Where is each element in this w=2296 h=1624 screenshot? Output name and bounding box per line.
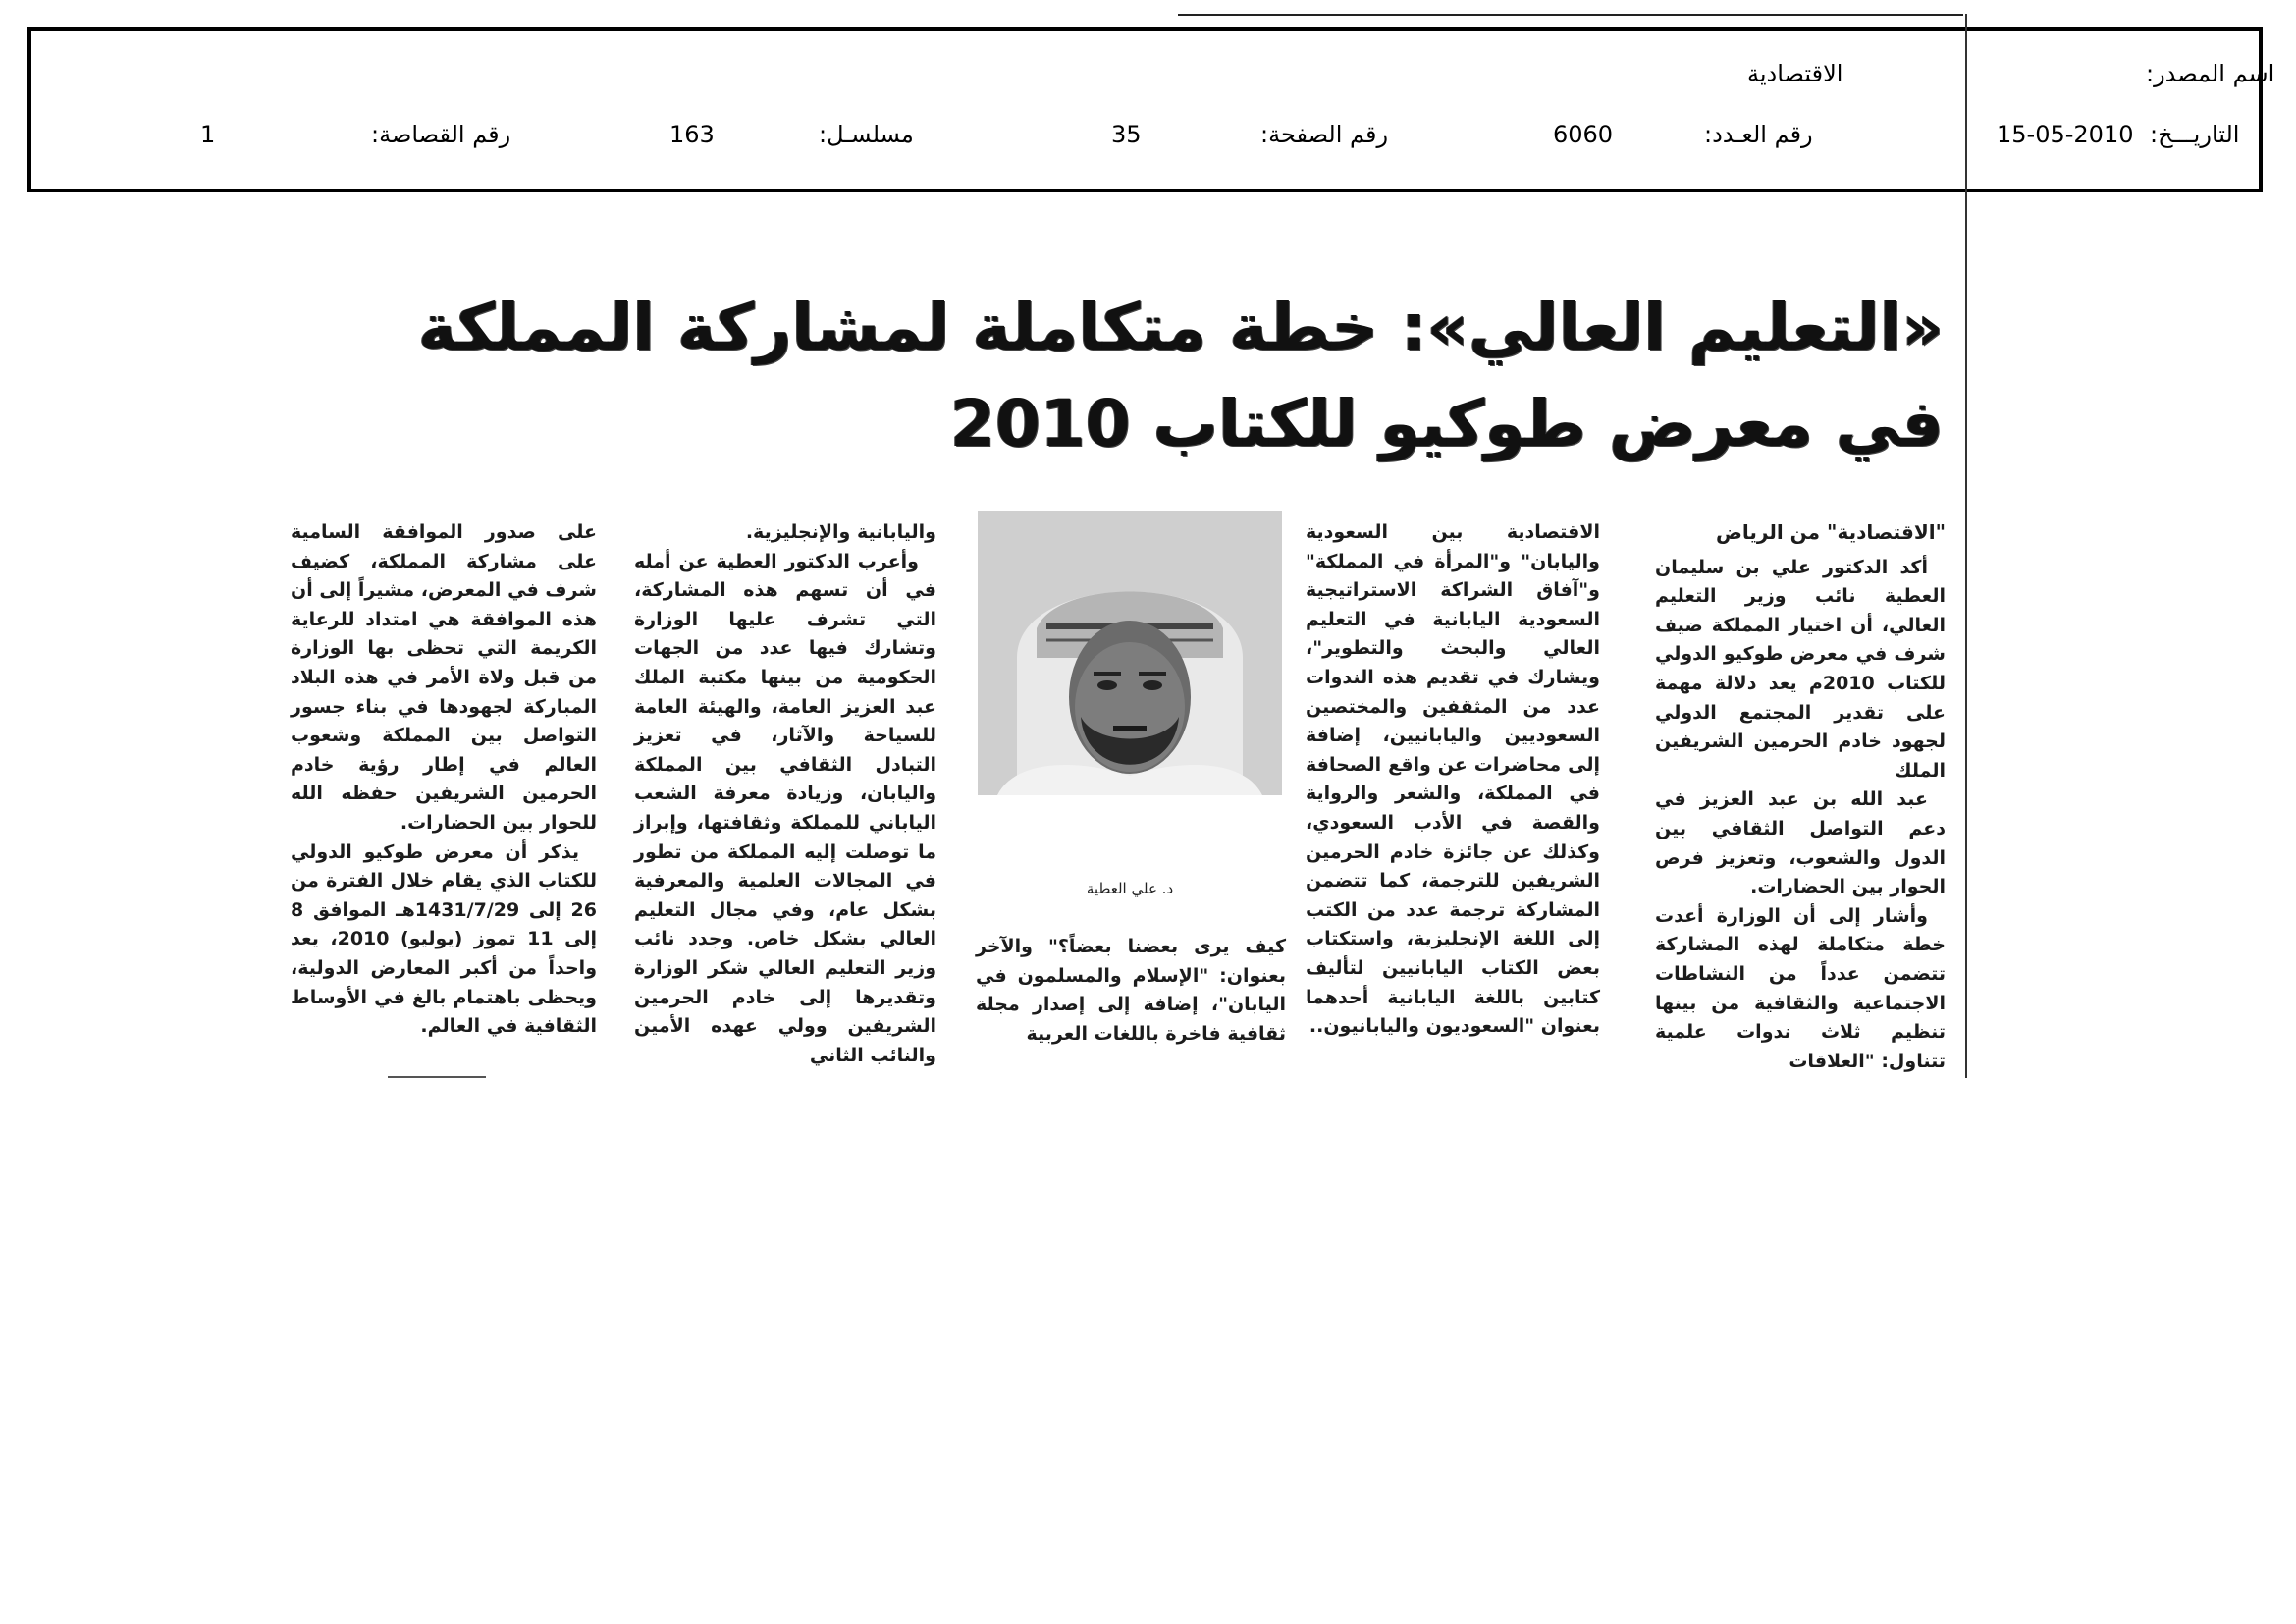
headline-line-2: في معرض طوكيو للكتاب 2010 bbox=[950, 386, 1944, 461]
article-column-3 bbox=[976, 933, 1286, 1049]
clipping-bottom-rule bbox=[388, 1076, 486, 1078]
photo-caption: د. علي العطية bbox=[1086, 880, 1174, 897]
clip-number-value: 1 bbox=[200, 121, 216, 148]
portrait-image bbox=[978, 511, 1282, 795]
paragraph: كيف يرى بعضنا بعضاً؟" والآخر بعنوان: "الإسلام والمسلمون في اليابان"، إضافة إلى إصدار مجلة ثقافية فاخرة باللغات العربية bbox=[976, 936, 1286, 1045]
author-photo bbox=[978, 511, 1282, 795]
clip-number-label: رقم القصاصة: bbox=[371, 121, 511, 148]
serial-value: 163 bbox=[669, 121, 715, 148]
article-column-1 bbox=[1655, 518, 1946, 1076]
article-byline: "الاقتصادية" من الرياض bbox=[1715, 520, 1946, 544]
paragraph: أكد الدكتور علي بن سليمان العطية نائب وزير التعليم العالي، أن اختيار المملكة ضيف شرف في معرض طوكيو الدولي للكتاب 2010م يعد دلالة مهمة على تقدير المجتمع الدولي لجهود خادم الحرمين الشريفين الملك bbox=[1655, 556, 1946, 782]
page-label: رقم الصفحة: bbox=[1260, 121, 1389, 148]
source-value: الاقتصادية bbox=[1747, 60, 1843, 87]
clipping-top-rule bbox=[1178, 14, 1963, 16]
source-label: اسم المصدر: bbox=[2146, 60, 2275, 87]
article-column-2 bbox=[1306, 518, 1600, 1042]
paragraph: عبد الله بن عبد العزيز في دعم التواصل الثقافي بين الدول والشعوب، وتعزيز فرص الحوار بين الحضارات. bbox=[1655, 788, 1946, 898]
article-headline bbox=[417, 280, 1944, 472]
date-value: 15-05-2010 bbox=[1997, 121, 2134, 148]
serial-label: مسلسـل: bbox=[819, 121, 914, 148]
paragraph: على صدور الموافقة السامية على مشاركة المملكة، كضيف شرف في المعرض، مشيراً إلى أن هذه الموافقة هي امتداد للرعاية الكريمة التي تحظى بها الوزارة من قبل ولاة الأمر في هذه البلاد المباركة لجهودها في بناء جسور التواصل بين المملكة وشعوب العالم في إطار رؤية خادم الحرمين الشريفين حفظه الله للحوار بين الحضارات. bbox=[291, 521, 597, 834]
headline-line-1: «التعليم العالي»: خطة متكاملة لمشاركة المملكة bbox=[417, 290, 1944, 365]
date-label: التاريـــخ: bbox=[2150, 121, 2240, 148]
paragraph: واليابانية والإنجليزية. bbox=[745, 521, 936, 543]
paragraph: يذكر أن معرض طوكيو الدولي للكتاب الذي يقام خلال الفترة من 26 إلى 1431/7/29هـ الموافق 8 إلى 11 تموز (يوليو) 2010، يعد واحداً من أكبر المعارض الدولية، ويحظى باهتمام بالغ في الأوساط الثقافية في العالم. bbox=[291, 840, 597, 1038]
page-value: 35 bbox=[1111, 121, 1142, 148]
issue-label: رقم العـدد: bbox=[1704, 121, 1813, 148]
paragraph: وأشار إلى أن الوزارة أعدت خطة متكاملة لهذه المشاركة تتضمن عدداً من النشاطات الاجتماعية والثقافية من بينها تنظيم ثلاث ندوات علمية تتناول: "العلاقات bbox=[1655, 904, 1946, 1072]
paragraph: وأعرب الدكتور العطية عن أمله في أن تسهم هذه المشاركة، التي تشرف عليها الوزارة وتشارك فيها عدد من الجهات الحكومية من بينها مكتبة الملك عبد العزيز العامة، والهيئة العامة للسياحة والآثار، في تعزيز التبادل الثقافي بين المملكة واليابان، وزيادة معرفة الشعب الياباني للمملكة وثقافتها، وإبراز ما توصلت إليه المملكة من تطور في المجالات العلمية والمعرفية بشكل عام، وفي مجال التعليم العالي بشكل خاص. وجدد نائب وزير التعليم العالي شكر الوزارة وتقديرها إلى خادم الحرمين الشريفين وولي عهده الأمين والنائب الثاني bbox=[634, 550, 936, 1066]
article-column-5 bbox=[291, 518, 597, 1042]
issue-value: 6060 bbox=[1553, 121, 1614, 148]
clipping-info-box bbox=[27, 27, 2275, 192]
clipping-right-rule bbox=[1965, 14, 1967, 1078]
article-column-4 bbox=[634, 518, 936, 1070]
paragraph: الاقتصادية بين السعودية واليابان" و"المرأة في المملكة" و"آفاق الشراكة الاستراتيجية السعودية اليابانية في التعليم العالي والبحث والتطوير"، ويشارك في تقديم هذه الندوات عدد من المثقفين والمختصين السعوديين واليابانيين، إضافة إلى محاضرات عن واقع الصحافة في المملكة، والشعر والرواية والقصة في الأدب السعودي، وكذلك عن جائزة خادم الحرمين الشريفين للترجمة، كما تتضمن المشاركة ترجمة عدد من الكتب إلى اللغة الإنجليزية، واستكتاب بعض الكتاب اليابانيين لتأليف كتابين باللغة اليابانية أحدهما بعنوان "السعوديون واليابانيون.. bbox=[1306, 521, 1600, 1038]
